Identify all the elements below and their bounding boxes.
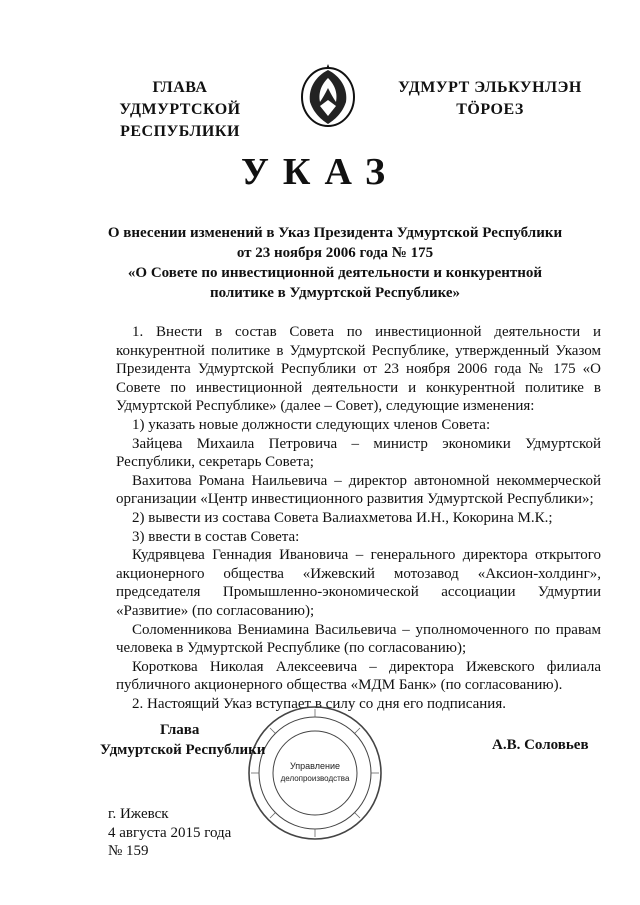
document-footer (108, 805, 231, 861)
signatory-position-line: Удмуртской Республики (100, 742, 266, 758)
body-paragraph: Короткова Николая Алексеевича – директора Ижевского филиала публичного акционерного общества «МДМ Банк» (по согласованию). (116, 658, 601, 694)
subtitle-line: политике в Удмуртской Республике» (209, 285, 461, 301)
stamp-text: Управление (289, 761, 341, 771)
document-title: УКАЗ (241, 151, 399, 193)
coat-of-arms-emblem (298, 62, 358, 128)
document-body (116, 323, 601, 713)
document-city: г. Ижевск (108, 806, 169, 822)
header-line: ТÖРОЕЗ (456, 101, 524, 118)
subtitle-line: О внесении изменений в Указ Президента Удмуртской Республики (107, 225, 563, 241)
body-paragraph: 1) указать новые должности следующих членов Совета: (132, 416, 491, 433)
body-paragraph: Кудрявцева Геннадия Ивановича – генерального директора открытого акционерного общества «Ижевский мотозавод «Аксион-холдинг», председателя Промышленно-экономической ассоциации Удмуртии «Развитие» (по согласованию); (116, 547, 601, 619)
header-line: ГЛАВА (152, 79, 208, 96)
signatory-name: А.В. Соловьев (492, 737, 589, 753)
signatory-position-line: Глава (160, 722, 200, 738)
official-stamp (245, 703, 385, 843)
subtitle-line: «О Совете по инвестиционной деятельности и конкурентной (127, 265, 543, 281)
body-paragraph: 1. Внести в состав Совета по инвестиционной деятельности и конкурентной политике в Удмуртской Республике, утвержденный Указом Президента Удмуртской Республики от 23 ноября 2006 года № 175 «О Совете по инвестиционной деятельности и конкурентной политике в Удмуртской Республике» (далее – Совет), следующие изменения: (116, 324, 601, 415)
signatory-position (100, 720, 265, 760)
body-paragraph: Вахитова Романа Наильевича – директор автономной некоммерческой организации «Центр инвестиционного развития Удмуртской Республики»; (116, 472, 601, 508)
header-line: УДМУРТ ЭЛЬКУНЛЭН (398, 79, 582, 96)
subtitle-line: от 23 ноября 2006 года № 175 (236, 245, 434, 261)
document-subtitle (80, 223, 590, 303)
body-paragraph: Соломенникова Вениамина Васильевича – уполномоченного по правам человека в Удмуртской Республике (по согласованию); (116, 621, 601, 657)
body-paragraph: 2. Настоящий Указ вступает в силу со дня его подписания. (132, 695, 506, 712)
body-paragraph: 2) вывести из состава Совета Валиахметова И.Н., Кокорина М.К.; (132, 509, 553, 526)
body-paragraph: 3) ввести в состав Совета: (132, 528, 300, 545)
issuer-header-ru (60, 77, 300, 143)
document-number: № 159 (108, 843, 149, 860)
header-line: УДМУРТСКОЙ РЕСПУБЛИКИ (119, 101, 241, 140)
issuer-header-udm (380, 77, 600, 121)
document-date: 4 августа 2015 года (108, 824, 232, 841)
stamp-text: делопроизводства (280, 774, 350, 783)
body-paragraph: Зайцева Михаила Петровича – министр экономики Удмуртской Республики, секретарь Совета; (116, 435, 601, 471)
